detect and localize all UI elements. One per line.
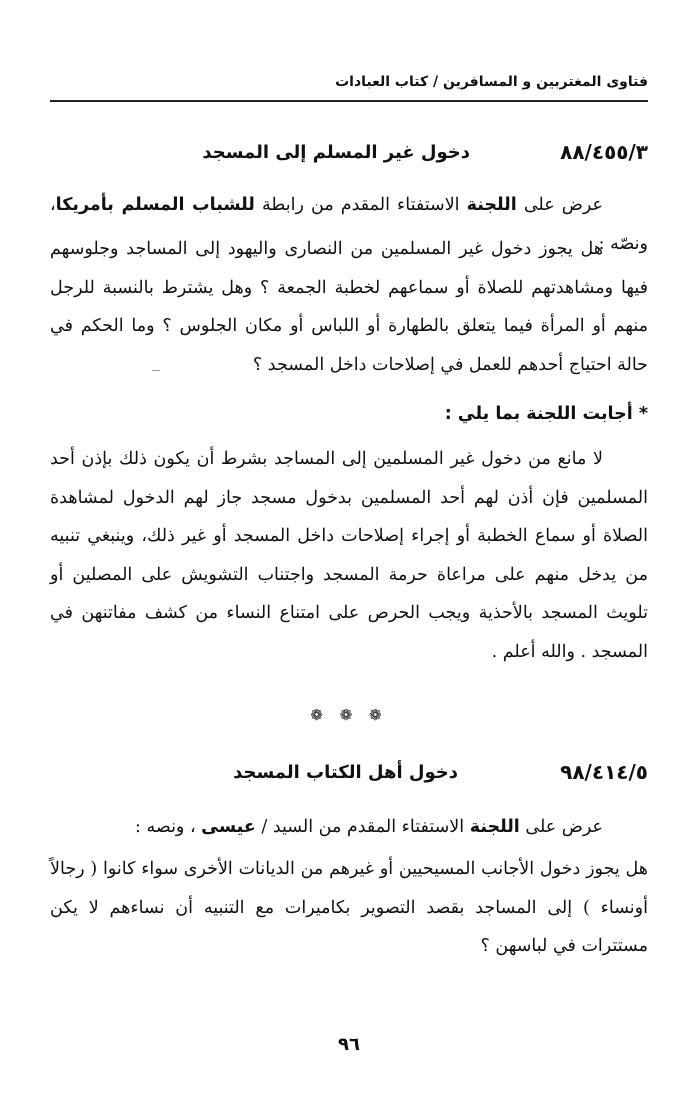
fatwa2-intro <box>50 808 648 847</box>
page-number: ٩٦ <box>338 1034 360 1055</box>
fatwa1-intro-before: عرض على <box>516 195 603 215</box>
fatwa2-title: دخول أهل الكتاب المسجد <box>233 762 458 783</box>
fatwa1-answer-heading: * أجابت اللجنة بما يلي : <box>444 404 648 424</box>
fatwa2-name: عيسى <box>201 817 256 837</box>
fatwa1-intro-middle: الاستفتاء المقدم من رابطة <box>254 195 467 215</box>
fatwa2-intro-after: ، ونصه : <box>135 817 202 837</box>
fatwa1-answer: لا مانع من دخول غير المسلمين إلى المساجد بشرط أن يكون ذلك بإذن أحد المسلمين فإن أذن لهم أحد المسلمين بدخول مسجد جاز لهم الدخول لمشاهدة الصلاة أو سماع الخطبة أو إجراء إصلاحات داخل المسجد أو غير ذلك، وينبغي تنبيه من يدخل منهم على مراعاة حرمة المسجد واجتناب التشويش على المصلين أو تلويث المسجد بالأحذية ويجب الحرص على امتناع النساء من كشف مفاتنهن في المسجد . والله أعلم . <box>50 449 648 662</box>
fatwa2-code: ٩٨/٤١٤/٥ <box>560 760 648 784</box>
fatwa1-title-row <box>50 140 648 174</box>
fatwa1-org: للشباب المسلم بأمريكا <box>55 195 255 215</box>
margin-mark <box>152 370 160 371</box>
running-header: فتاوى المغتربين و المسافرين / كتاب العبادات <box>335 74 648 90</box>
section-ornament: ❁ ❁ ❁ <box>310 706 388 724</box>
fatwa2-intro-before: عرض على <box>519 817 603 837</box>
fatwa1-title: دخول غير المسلم إلى المسجد <box>202 142 470 163</box>
fatwa2-question: هل يجوز دخول الأجانب المسيحيين أو غيرهم من الديانات الأخرى سواء كانوا ( رجالاً أونساء ) إلى المساجد بقصد التصوير بكاميرات مع التنبيه أن نساءهم لا يكن مستترات في لباسهن ؟ <box>50 859 648 956</box>
fatwa2-committee: اللجنة <box>469 817 520 837</box>
fatwa1-question: هل يجوز دخول غير المسلمين من النصارى واليهود إلى المساجد وجلوسهم فيها ومشاهدتهم للصلاة أو سماعهم لخطبة الجمعة ؟ وهل يشترط بالنسبة للرجل منهم أو المرأة فيما يتعلق بالطهارة أو اللباس أو مكان الجلوس ؟ وما الحكم في حالة احتياج أحدهم للعمل في إصلاحات داخل المسجد ؟ <box>50 239 648 375</box>
fatwa2-intro-middle: الاستفتاء المقدم من السيد / <box>255 817 470 837</box>
header-rule <box>50 100 648 102</box>
fatwa1-intro-after: ، ونصّه : <box>50 195 648 254</box>
fatwa2-title-row <box>50 760 648 794</box>
fatwa1-committee: اللجنة <box>466 195 517 215</box>
fatwa1-code: ٨٨/٤٥٥/٣ <box>560 140 648 164</box>
